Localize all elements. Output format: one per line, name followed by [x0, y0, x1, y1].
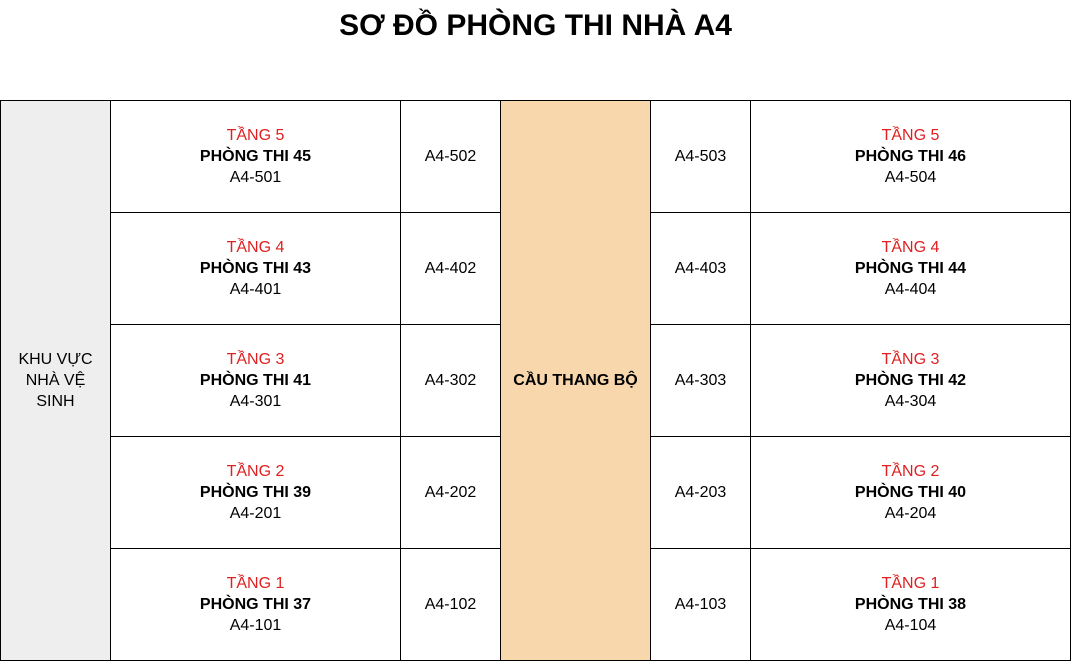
floor-label: TẦNG 4 [881, 239, 940, 256]
exam-room-name: PHÒNG THI 43 [199, 260, 312, 277]
room-right-side[interactable] [650, 324, 751, 437]
room-right-side[interactable] [650, 548, 751, 661]
exam-room-right[interactable] [750, 324, 1071, 437]
room-code: A4-404 [884, 281, 937, 298]
exam-room-right[interactable] [750, 548, 1071, 661]
restroom-area [0, 100, 111, 661]
room-code: A4-202 [424, 484, 477, 501]
exam-room-left[interactable] [110, 436, 401, 549]
exam-room-right[interactable] [750, 212, 1071, 325]
floor-label: TẦNG 2 [881, 463, 940, 480]
exam-room-left[interactable] [110, 548, 401, 661]
room-code: A4-502 [424, 148, 477, 165]
exam-room-name: PHÒNG THI 39 [199, 484, 312, 501]
restroom-label: KHU VỰC NHÀ VỆ SINH [18, 351, 93, 410]
exam-room-name: PHÒNG THI 42 [854, 372, 967, 389]
exam-room-name: PHÒNG THI 38 [854, 596, 967, 613]
exam-room-left[interactable] [110, 324, 401, 437]
floor-label: TẦNG 3 [881, 351, 940, 368]
stairs-area [500, 100, 651, 661]
room-left-side[interactable] [400, 436, 501, 549]
room-code: A4-402 [424, 260, 477, 277]
room-code: A4-303 [674, 372, 727, 389]
exam-room-name: PHÒNG THI 41 [199, 372, 312, 389]
exam-room-right[interactable] [750, 100, 1071, 213]
exam-room-name: PHÒNG THI 44 [854, 260, 967, 277]
floor-label: TẦNG 5 [226, 127, 285, 144]
room-code: A4-301 [229, 393, 282, 410]
floor-label: TẦNG 2 [226, 463, 285, 480]
room-code: A4-503 [674, 148, 727, 165]
room-left-side[interactable] [400, 324, 501, 437]
room-code: A4-501 [229, 169, 282, 186]
room-code: A4-103 [674, 596, 727, 613]
exam-room-name: PHÒNG THI 46 [854, 148, 967, 165]
page-title: SƠ ĐỒ PHÒNG THI NHÀ A4 [339, 9, 732, 42]
room-left-side[interactable] [400, 548, 501, 661]
floor-label: TẦNG 5 [881, 127, 940, 144]
exam-room-left[interactable] [110, 100, 401, 213]
room-left-side[interactable] [400, 212, 501, 325]
exam-room-name: PHÒNG THI 40 [854, 484, 967, 501]
exam-room-name: PHÒNG THI 37 [199, 596, 312, 613]
room-left-side[interactable] [400, 100, 501, 213]
room-code: A4-203 [674, 484, 727, 501]
room-code: A4-101 [229, 617, 282, 634]
floor-label: TẦNG 3 [226, 351, 285, 368]
room-code: A4-104 [884, 617, 937, 634]
exam-room-name: PHÒNG THI 45 [199, 148, 312, 165]
floor-label: TẦNG 1 [226, 575, 285, 592]
floor-label: TẦNG 1 [881, 575, 940, 592]
room-code: A4-504 [884, 169, 937, 186]
room-right-side[interactable] [650, 212, 751, 325]
exam-room-right[interactable] [750, 436, 1071, 549]
exam-room-left[interactable] [110, 212, 401, 325]
room-code: A4-204 [884, 505, 937, 522]
room-code: A4-102 [424, 596, 477, 613]
room-code: A4-302 [424, 372, 477, 389]
room-code: A4-304 [884, 393, 937, 410]
floor-label: TẦNG 4 [226, 239, 285, 256]
room-code: A4-201 [229, 505, 282, 522]
room-code: A4-401 [229, 281, 282, 298]
room-right-side[interactable] [650, 100, 751, 213]
room-code: A4-403 [674, 260, 727, 277]
stairs-label: CẦU THANG BỘ [513, 372, 638, 389]
room-right-side[interactable] [650, 436, 751, 549]
